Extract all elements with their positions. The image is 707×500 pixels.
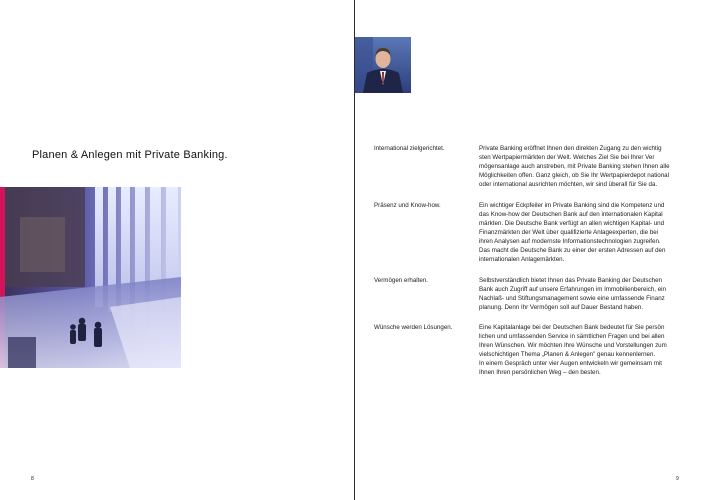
- section-body: [479, 276, 694, 312]
- page-number-left: 8: [31, 476, 34, 482]
- body-line: vielschichtigen Thema „Planen & Anlegen" genau kennenlernen.: [479, 351, 656, 358]
- body-line: Ein wichtiger Eckpfeiler im Private Banking sind die Kompetenz und: [479, 202, 665, 209]
- body-line: oder international ausrichten möchten, wir sind überall für Sie da.: [479, 181, 658, 188]
- section-label: Wünsche werden Lösungen.: [374, 324, 453, 331]
- section-body: [479, 144, 694, 189]
- body-line: Nachlaß- und Stiftungsmanagement sowie eine umfassende Finanz: [479, 295, 665, 302]
- section-label: Vermögen erhalten.: [374, 277, 429, 284]
- body-line: Eine Kapitalanlage bei der Deutschen Bank bedeutet für Sie persön: [479, 324, 665, 331]
- body-line: lichen und umfassenden Service in sämtlichen Fragen und bei allen: [479, 333, 665, 340]
- body-line: planung. Denn Ihr Vermögen soll auf Dauer Bestand haben.: [479, 304, 644, 311]
- body-line: sten Wertpapiermärkten der Welt. Welches Ziel Sie bei Ihrer Ver: [479, 154, 655, 161]
- body-line: Möglichkeiten offen. Ganz gleich, ob Sie Ihr Wertpapierdepot national: [479, 172, 669, 179]
- body-line: Finanzmärkten der Welt über qualifizierte Anlageexperten, die bei: [479, 229, 659, 236]
- body-line: Bank auch Zugriff auf unsere Erfahrungen im Immobilienbereich, ein: [479, 286, 666, 293]
- body-line: märkten. Die Deutsche Bank verfügt an allen wichtigen Kapital- und: [479, 220, 665, 227]
- section-body: [479, 201, 694, 264]
- section-wuensche: [374, 323, 694, 383]
- body-line: internationalen Anlagemärkten.: [479, 256, 565, 263]
- banker-portrait-photo: [355, 37, 411, 93]
- body-line: ihren Analysen auf modernste Informationstechnologien zugreifen.: [479, 238, 661, 245]
- page-title: Planen & Anlegen mit Private Banking.: [32, 149, 228, 161]
- section-label: International zielgerichtet.: [374, 145, 445, 152]
- body-line: In einem Gespräch unter vier Augen entwickeln wir gemeinsam mit: [479, 360, 662, 367]
- section-praesenz: [374, 201, 694, 271]
- page-number-right: 9: [676, 476, 679, 482]
- body-line: Private Banking eröffnet Ihnen den direkten Zugang zu den wichtig: [479, 145, 662, 152]
- bank-lobby-photo: [0, 187, 181, 368]
- body-line: Selbstverständlich bietet Ihnen das Private Banking der Deutschen: [479, 277, 662, 284]
- section-label: Präsenz und Know-how.: [374, 202, 441, 209]
- body-line: das Know-how der Deutschen Bank auf den internationalen Kapital: [479, 211, 663, 218]
- body-line: mögensanlage auch anstreben, mit Private Banking stehen Ihnen alle: [479, 163, 670, 170]
- body-line: Ihnen Ihren persönlichen Weg – den besten.: [479, 369, 601, 376]
- body-line: Ihren Wünschen. Wir möchten Ihre Wünsche und Vorstellungen zum: [479, 342, 667, 349]
- section-body: [479, 323, 694, 377]
- section-vermoegen: [374, 276, 694, 316]
- body-line: Das macht die Deutsche Bank zu einer der ersten Adressen auf den: [479, 247, 666, 254]
- section-international: [374, 144, 694, 194]
